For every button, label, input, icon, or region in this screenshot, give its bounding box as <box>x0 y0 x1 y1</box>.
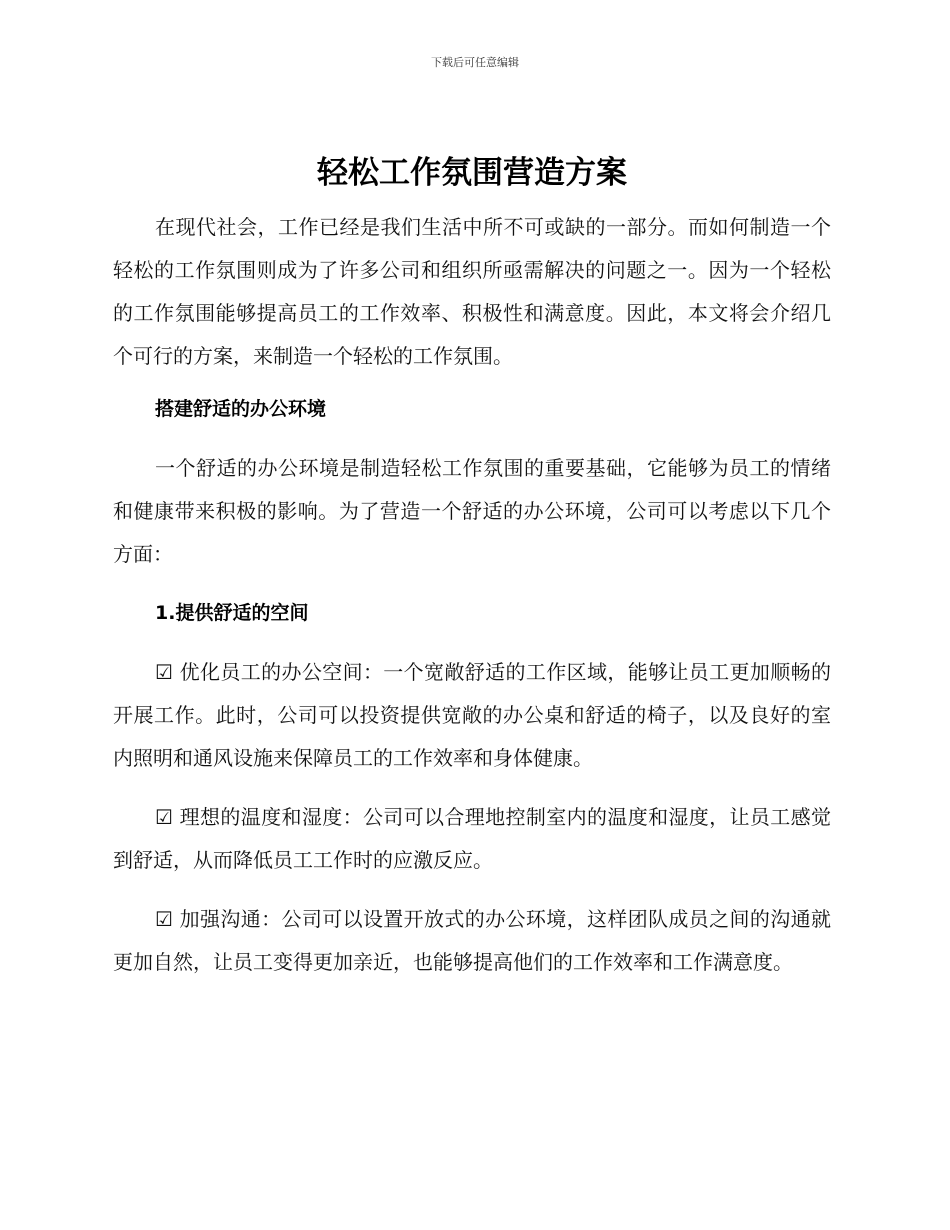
checklist-item-temperature-humidity: ☑ 理想的温度和湿度：公司可以合理地控制室内的温度和湿度，让员工感觉到舒适，从而降低员工工作时的应激反应。 <box>113 805 831 872</box>
subsection-heading-comfortable-space: 1.提供舒适的空间 <box>155 602 309 624</box>
section-heading-office-environment: 搭建舒适的办公环境 <box>155 398 327 420</box>
checklist-item-communication: ☑ 加强沟通：公司可以设置开放式的办公环境，这样团队成员之间的沟通就更加自然，让员工变得更加亲近，也能够提高他们的工作效率和工作满意度。 <box>113 907 831 974</box>
document-title: 轻松工作氛围营造方案 <box>317 155 627 191</box>
section-paragraph: 一个舒适的办公环境是制造轻松工作氛围的重要基础，它能够为员工的情绪和健康带来积极的影响。为了营造一个舒适的办公环境，公司可以考虑以下几个方面： <box>113 456 831 566</box>
document-body <box>113 150 831 1000</box>
checklist-item-workspace: ☑ 优化员工的办公空间：一个宽敞舒适的工作区域，能够让员工更加顺畅的开展工作。此时，公司可以投资提供宽敞的办公桌和舒适的椅子，以及良好的室内照明和通风设施来保障员工的工作效率和身体健康。 <box>113 660 831 770</box>
page-header: 下载后可任意编辑 <box>431 56 519 69</box>
intro-paragraph: 在现代社会，工作已经是我们生活中所不可或缺的一部分。而如何制造一个轻松的工作氛围则成为了许多公司和组织所亟需解决的问题之一。因为一个轻松的工作氛围能够提高员工的工作效率、积极性和满意度。因此，本文将会介绍几个可行的方案，来制造一个轻松的工作氛围。 <box>113 215 831 368</box>
